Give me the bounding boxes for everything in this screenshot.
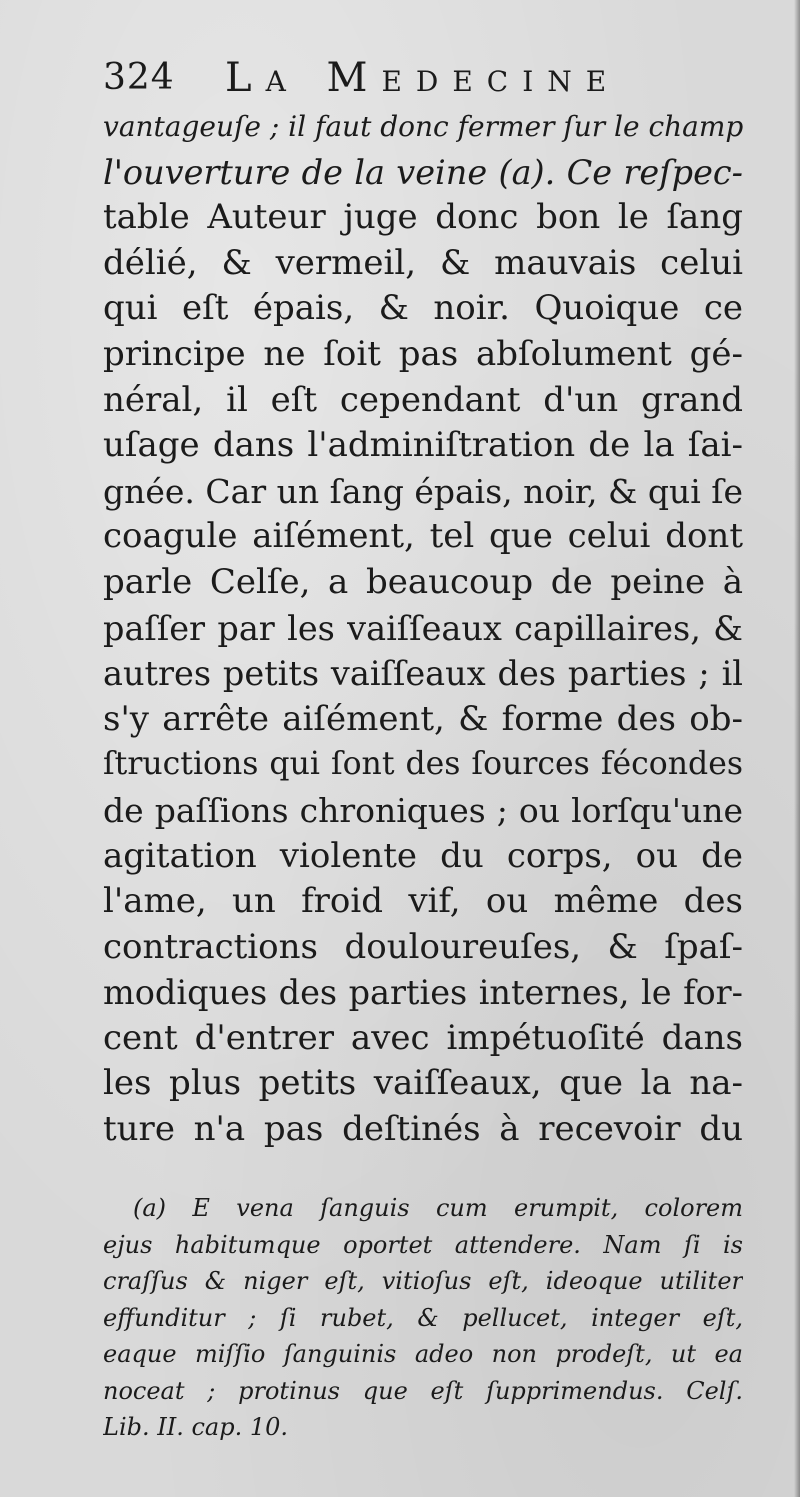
text-line: l'ame, un froid vif, ou même des <box>103 881 743 922</box>
text-line: de paſſions chroniques ; ou lorſqu'une <box>103 790 743 830</box>
text-line: uſage dans l'adminiſtration de la ſai- <box>103 425 743 466</box>
text-line: néral, il eſt cependant d'un grand <box>103 379 743 420</box>
footnote-line: (a) E vena ſanguis cum erumpit, colorem <box>133 1194 743 1222</box>
text-line: paſſer par les vaiſſeaux capillaires, & <box>103 608 743 648</box>
footnote-line: effunditur ; ſi rubet, & pellucet, integer eſt, <box>103 1303 743 1332</box>
text-line: s'y arrête aiſément, & forme des ob- <box>103 698 743 739</box>
text-line: modiques des parties internes, le for- <box>103 973 743 1013</box>
text-line: les plus petits vaiſſeaux, que la na- <box>103 1063 743 1104</box>
running-header <box>103 52 743 104</box>
main-text <box>103 104 743 1153</box>
footnote <box>103 1190 743 1446</box>
text-line: gnée. Car un ſang épais, noir, & qui ſe <box>103 471 743 511</box>
text-line: ture n'a pas deſtinés à recevoir du <box>103 1109 743 1150</box>
text-line: contractions douloureuſes, & ſpaſ- <box>103 926 743 967</box>
text-line: table Auteur juge donc bon le ſang <box>103 197 743 238</box>
text-line: coagule aiſément, tel que celui dont <box>103 516 743 557</box>
text-line: l'ouverture de la veine (a). Ce reſpec- <box>103 152 743 192</box>
text-line: parle Celſe, a beaucoup de peine à <box>103 561 743 602</box>
running-title: La Medecine <box>225 55 621 101</box>
footnote-line: craſſus & niger eſt, vitioſus eſt, ideoque utiliter <box>103 1267 743 1295</box>
page-number: 324 <box>103 57 175 98</box>
text-line: agitation violente du corps, ou de <box>103 835 743 876</box>
footnote-line: Lib. II. cap. 10. <box>103 1413 288 1441</box>
footnote-line: eaque miſſio ſanguinis adeo non prodeſt, ut ea <box>103 1340 743 1368</box>
text-line: vantageuſe ; il faut donc fermer ſur le champ <box>103 110 743 143</box>
footnote-line: ejus habitumque oportet attendere. Nam ſi is <box>103 1230 743 1259</box>
text-line: cent d'entrer avec impétuoſité dans <box>103 1017 743 1058</box>
text-line: qui eſt épais, & noir. Quoique ce <box>103 288 743 329</box>
text-line: autres petits vaiſſeaux des parties ; il <box>103 654 743 694</box>
text-line: principe ne ſoit pas abſolument gé- <box>103 333 743 374</box>
text-line: délié, & vermeil, & mauvais celui <box>103 242 743 283</box>
text-line: ſtructions qui ſont des ſources fécondes <box>103 746 743 783</box>
footnote-line: noceat ; protinus que eſt ſupprimendus. Celſ. <box>103 1376 743 1405</box>
page-edge-shadow <box>794 0 800 1497</box>
